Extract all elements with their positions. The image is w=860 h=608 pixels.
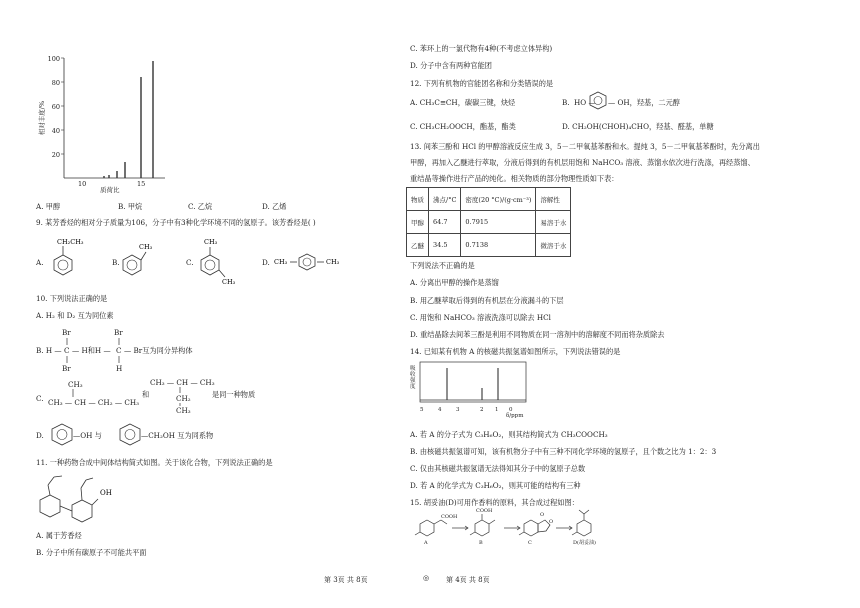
- q15-label-c: C: [528, 540, 532, 546]
- q13-question: 下列说法不正确的是: [410, 261, 475, 270]
- q15-label-d: D(胡妥油): [573, 540, 596, 546]
- q12-option-d: D. CH₂OH(CHOH)₄CHO，羟基、醛基，单糖: [562, 122, 714, 131]
- q10-option-a: A. H₂ 和 D₂ 互为同位素: [36, 311, 114, 320]
- q10-c-right-bottom2: CH₃: [176, 406, 191, 415]
- q13-stem-line1: 13. 间苯三酚和 HCl 的甲醇溶液反应生成 3，5－二甲氧基苯酚和水。提纯 3，5－二甲氧基苯酚时，先分离出: [410, 142, 760, 151]
- q9-c-label: C.: [186, 258, 194, 267]
- q15-stem: 15. 胡妥油(D)可用作香料的原料，其合成过程如图：: [410, 498, 579, 507]
- q8-option-a: A. 甲醇: [36, 202, 61, 211]
- xtick-10: 10: [78, 180, 87, 188]
- q13-option-b: B. 用乙醚萃取后得到的有机层在分液漏斗的下层: [410, 296, 564, 305]
- table-header-cell: 沸点/°C: [429, 188, 461, 211]
- q13-option-d: D. 重结晶除去间苯三酚是利用不同物质在同一溶剂中的溶解度不同而将杂质除去: [410, 330, 665, 339]
- xtick-15: 15: [137, 180, 146, 188]
- nmr-ylabel-4: 度: [410, 384, 416, 390]
- q11-option-a: A. 属于芳香烃: [36, 531, 82, 540]
- q12-option-a: A. CH₃C≡CH，碳碳三键，炔烃: [410, 98, 516, 107]
- q10-c-left-top: CH₃: [68, 380, 83, 389]
- q9-b-label: B.: [112, 258, 120, 267]
- q9-d-right: CH₃: [326, 258, 340, 266]
- ytick-80: 80: [51, 79, 60, 87]
- page-number-left: 第 3页 共 8页: [324, 576, 368, 584]
- q14-option-b: B. 由核磁共振氢谱可知，该有机物分子中有三种不同化学环境的氢原子，且个数之比为 1：2：3: [410, 447, 717, 456]
- q10-d-prefix: D.: [36, 431, 44, 440]
- q12-b-prefix: B.: [562, 98, 570, 107]
- nmr-xtick-1: 1: [495, 407, 499, 413]
- q15-a-cooh: COOH: [441, 514, 458, 520]
- q15-c-o1: O: [540, 512, 545, 518]
- ytick-20: 20: [51, 151, 60, 159]
- q10-c-right-bottom: CH₂: [176, 394, 191, 403]
- nmr-xtick-2: 2: [480, 407, 484, 413]
- q9-c-sub: CH₃: [204, 238, 218, 246]
- q9-a-sub: CH₂CH₃: [57, 238, 84, 246]
- q10-b-c1: C: [64, 346, 70, 355]
- q10-b-mid: — H和H —: [72, 346, 111, 355]
- q10-c-suffix: 是同一种物质: [212, 390, 256, 399]
- q10-b-br3: Br: [114, 328, 123, 337]
- q10-b-prefix: B. H —: [36, 346, 62, 355]
- table-cell: 0.7138: [461, 234, 536, 257]
- q10-d-ch2oh: —CH₂OH 互为同系物: [141, 431, 214, 440]
- q10-b-h3: H: [116, 364, 123, 373]
- table-header-cell: 物质: [407, 188, 429, 211]
- q15-label-b: B: [479, 540, 483, 546]
- ytick-40: 40: [51, 127, 60, 135]
- q10-b-suffix: — Br互为同分异构体: [124, 346, 193, 355]
- q8-option-b: B. 甲烷: [118, 202, 143, 211]
- nmr-ylabel-3: 强: [410, 378, 416, 384]
- q9-d-label: D.: [262, 258, 270, 267]
- nmr-ylabel-2: 收: [410, 372, 416, 378]
- q15-c-o2: O: [549, 519, 554, 525]
- q12-option-c: C. CH₃CH₂OOCH，酯基，酯类: [410, 122, 516, 131]
- q13-stem-line2: 甲醇，再加入乙醚进行萃取，分液后得到的有机层用饱和 NaHCO₃ 溶液、蒸馏水依次进行洗涤，再经蒸馏、: [410, 158, 755, 167]
- q12-b-oh: — OH，羟基，二元醇: [608, 98, 680, 107]
- nmr-xtick-0: 0: [509, 407, 513, 413]
- nmr-xtick-3: 3: [456, 407, 460, 413]
- q10-b-br1: Br: [62, 328, 71, 337]
- table-cell: 64.7: [429, 211, 461, 234]
- q11-oh-label: OH: [100, 489, 112, 497]
- q14-option-d: D. 若 A 的化学式为 C₃H₆O₂，则其可能的结构有三种: [410, 481, 581, 490]
- q10-b-c2: C: [116, 346, 122, 355]
- q8-option-c: C. 乙烷: [188, 202, 213, 211]
- q15-b-cooh: COOH: [476, 508, 493, 514]
- q11-option-c: C. 苯环上的一氯代物有4种(不考虑立体异构): [410, 44, 553, 53]
- binding-mark-icon: ◎: [423, 574, 430, 582]
- q8-option-d: D. 乙烯: [262, 202, 287, 211]
- page-number-right: 第 4页 共 8页: [446, 576, 490, 584]
- q10-stem: 10. 下列说法正确的是: [36, 294, 108, 303]
- table-cell: 34.5: [429, 234, 461, 257]
- nmr-xtick-5: 5: [420, 407, 424, 413]
- q12-b-ho: HO —: [574, 98, 596, 107]
- q10-c-right-top: CH₃ — CH — CH₃: [150, 378, 215, 387]
- q14-option-a: A. 若 A 的分子式为 C₃H₆O₂，则其结构简式为 CH₃COOCH₃: [410, 430, 608, 439]
- q12-stem: 12. 下列有机物的官能团名称和分类错误的是: [410, 79, 554, 88]
- nmr-ylabel-1: 吸: [410, 366, 416, 372]
- ytick-60: 60: [51, 103, 60, 111]
- ytick-100: 100: [47, 55, 60, 63]
- nmr-xtick-4: 4: [438, 407, 442, 413]
- q13-option-c: C. 用饱和 NaHCO₃ 溶液洗涤可以除去 HCl: [410, 313, 551, 322]
- q13-stem-line3: 重结晶等操作进行产品的纯化。相关物质的部分物理性质如下表：: [410, 174, 619, 183]
- q13-option-a: A. 分离出甲醇的操作是蒸馏: [410, 278, 499, 287]
- q10-b-br2: Br: [62, 364, 71, 373]
- table-header-cell: 密度(20 °C)/(g·cm⁻³): [461, 188, 536, 211]
- table-cell: 易溶于水: [536, 211, 571, 234]
- q14-stem: 14. 已知某有机物 A 的核磁共振氢谱如图所示，下列说法错误的是: [410, 347, 621, 356]
- q10-d-oh: —OH 与: [73, 431, 102, 440]
- nmr-xunit: δ/ppm: [506, 413, 524, 419]
- q9-a-label: A.: [36, 258, 44, 267]
- q9-d-left: CH₃: [274, 258, 288, 266]
- q15-label-a: A: [424, 540, 428, 546]
- table-cell: 甲醇: [407, 211, 429, 234]
- q14-option-c: C. 仅由其核磁共振氢谱无法得知其分子中的氢原子总数: [410, 464, 586, 473]
- table-cell: 乙醚: [407, 234, 429, 257]
- table-header-cell: 溶解性: [536, 188, 571, 211]
- table-cell: 微溶于水: [536, 234, 571, 257]
- q9-stem: 9. 某芳香烃的相对分子质量为106，分子中有3种化学环境不同的氢原子。该芳香烃是( ): [36, 218, 316, 227]
- q11-option-b: B. 分子中所有碳原子不可能共平面: [36, 548, 147, 557]
- q10-c-and: 和: [142, 390, 150, 399]
- q11-option-d: D. 分子中含有两种官能团: [410, 61, 492, 70]
- q10-c-left-main: CH₃ — CH — CH₂ — CH₃: [48, 398, 139, 407]
- q10-c-prefix: C.: [36, 394, 44, 403]
- q9-c-sub2: CH₃: [222, 278, 236, 286]
- q9-b-sub: CH₃: [139, 243, 153, 251]
- chart-ylabel: 相对丰度/%: [38, 100, 46, 136]
- q11-stem: 11. 一种药物合成中间体结构简式如图。关于该化合物，下列说法正确的是: [36, 458, 273, 467]
- chart-xlabel: 质荷比: [100, 186, 120, 194]
- table-cell: 0.7915: [461, 211, 536, 234]
